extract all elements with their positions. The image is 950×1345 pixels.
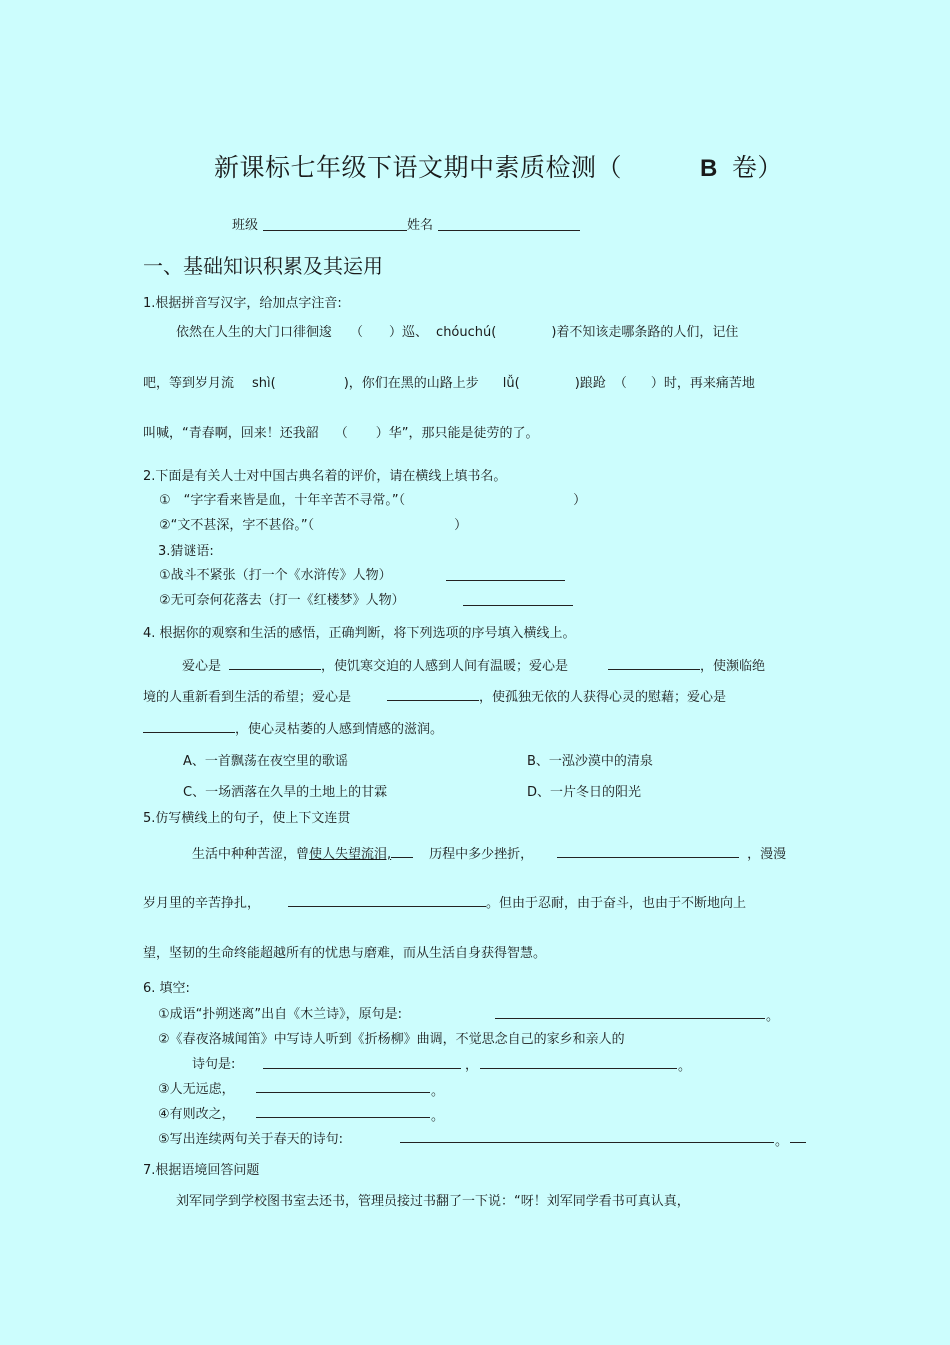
q1-text: 叫喊，“青春啊，回来！还我韶 — [143, 426, 319, 441]
q1-text: ）华”，那只能是徒劳的了。 — [375, 426, 539, 441]
q6-period: 。 — [431, 1109, 445, 1124]
q1-paren: （ — [350, 325, 364, 340]
q6-item3: ③人无远虑， — [158, 1082, 235, 1097]
q1-paren: （ — [613, 376, 627, 391]
q1-line3 — [143, 422, 539, 441]
q4-label: 4. 根据你的观察和生活的感悟，正确判断，将下列选项的序号填入横线上。 — [143, 626, 576, 641]
q6-blank5[interactable] — [400, 1142, 774, 1143]
q3-blank2[interactable] — [463, 605, 573, 606]
class-label: 班级 — [232, 218, 259, 233]
q3-label: 3.猜谜语: — [158, 544, 214, 559]
q6-period: 。 — [766, 1009, 780, 1024]
title-end: 卷） — [731, 153, 783, 182]
q4-text: 境的人重新看到生活的希望；爱心是 — [143, 690, 352, 705]
q1-text: )着不知该走哪条路的人们，记住 — [551, 325, 739, 340]
section-heading: 一、基础知识积累及其运用 — [143, 254, 383, 278]
q1-text: )，你们在黑的山路上步 — [343, 376, 479, 391]
q1-pinyin: lǚ( — [502, 376, 520, 391]
title-version: B — [700, 155, 718, 182]
q6-period: 。 — [678, 1059, 692, 1074]
q6-item2: ②《春夜洛城闻笛》中写诗人听到《折杨柳》曲调，不觉思念自己的家乡和亲人的 — [158, 1032, 625, 1047]
q4-option-c: C、一场洒落在久旱的土地上的甘霖 — [183, 785, 388, 800]
q4-text: ，使孤独无依的人获得心灵的慰藉；爱心是 — [479, 690, 727, 705]
q2-label: 2.下面是有关人士对中国古典名着的评价，请在横线上填书名。 — [143, 469, 507, 484]
q6-item5: ⑤写出连续两句关于春天的诗句: — [158, 1132, 344, 1147]
q2-paren: ） — [454, 518, 468, 533]
q1-line2 — [143, 372, 755, 391]
q6-item2-prompt: 诗句是: — [192, 1057, 236, 1072]
q5-label: 5.仿写横线上的句子，使上下文连贯 — [143, 811, 351, 826]
q1-line1 — [176, 321, 738, 340]
name-field[interactable] — [438, 230, 580, 231]
q4-para-line1 — [182, 655, 765, 674]
q3-blank1[interactable] — [446, 580, 565, 581]
q5-text: 历程中多少挫折， — [429, 847, 534, 862]
name-label: 姓名 — [407, 218, 434, 233]
q4-blank[interactable] — [608, 655, 700, 670]
q6-item4: ④有则改之， — [158, 1107, 235, 1122]
q4-blank[interactable] — [143, 718, 235, 733]
q1-text: 依然在人生的大门口徘徊逡 — [176, 325, 333, 340]
q1-paren: （ — [334, 426, 348, 441]
q1-pinyin: chóuchú( — [436, 325, 497, 340]
q5-para-line3: 望，坚韧的生命终能超越所有的忧患与磨难，而从生活自身获得智慧。 — [143, 946, 547, 961]
q5-underline — [391, 843, 413, 858]
q5-text: 岁月里的辛苦挣扎， — [143, 896, 261, 911]
q1-text: )踉跄 — [574, 376, 606, 391]
q6-label: 6. 填空: — [143, 981, 190, 996]
q6-item1: ①成语“扑朔迷离”出自《木兰诗》，原句是: — [158, 1007, 403, 1022]
q4-text: ，使濒临绝 — [700, 659, 766, 674]
q4-blank[interactable] — [229, 655, 321, 670]
q5-text: ，漫漫 — [747, 847, 787, 862]
q4-para-line3 — [143, 718, 443, 737]
q5-example: 使人失望流泪, — [309, 847, 392, 862]
q5-blank[interactable] — [557, 843, 739, 858]
q4-option-b: B、一泓沙漠中的清泉 — [527, 754, 653, 769]
q6-blank2b[interactable] — [480, 1068, 677, 1069]
q1-text: ）时，再来痛苦地 — [650, 376, 755, 391]
q2-item1 — [159, 489, 586, 508]
q4-text: ，使心灵枯萎的人感到情感的滋润。 — [235, 722, 444, 737]
q4-option-a: A、一首飘荡在夜空里的歌谣 — [183, 754, 348, 769]
q6-blank1[interactable] — [495, 1018, 765, 1019]
q1-text: 吧，等到岁月流 — [143, 376, 235, 391]
q7-para-line1: 刘军同学到学校图书室去还书，管理员接过书翻了一下说：“呀！刘军同学看书可真认真， — [176, 1194, 690, 1209]
page-title — [214, 148, 783, 184]
q1-pinyin: shì( — [252, 376, 276, 391]
q5-para-line2 — [143, 892, 746, 911]
q3-item2: ②无可奈何花落去（打一《红楼梦》人物） — [159, 593, 405, 608]
q2-quote: ②“文不甚深，字不甚俗。”（ — [159, 518, 315, 533]
q5-blank[interactable] — [288, 892, 486, 907]
q6-blank3[interactable] — [256, 1092, 430, 1093]
q2-quote: ① “字字看来皆是血，十年辛苦不寻常。”（ — [159, 493, 406, 508]
q3-item1: ①战斗不紧张（打一个《水浒传》人物） — [159, 568, 392, 583]
q7-label: 7.根据语境回答问题 — [143, 1163, 260, 1178]
q5-para-line1 — [192, 843, 786, 862]
q4-text: ，使饥寒交迫的人感到人间有温暖；爱心是 — [321, 659, 569, 674]
class-field[interactable] — [263, 230, 407, 231]
q6-comma: ， — [465, 1058, 479, 1073]
q4-blank[interactable] — [387, 686, 479, 701]
q1-label: 1.根据拼音写汉字，给加点字注音: — [143, 296, 342, 311]
q6-blank4[interactable] — [256, 1117, 430, 1118]
q4-option-d: D、一片冬日的阳光 — [527, 785, 642, 800]
q2-item2 — [159, 514, 467, 533]
q5-text: 生活中种种苦涩，曾 — [192, 847, 310, 862]
q5-text: 。但由于忍耐，由于奋斗，也由于不断地向上 — [486, 896, 747, 911]
q4-text: 爱心是 — [182, 659, 222, 674]
q6-period: 。 — [775, 1134, 789, 1149]
q6-trailing-line — [790, 1142, 806, 1143]
q6-blank2a[interactable] — [263, 1068, 461, 1069]
q4-para-line2 — [143, 686, 726, 705]
q1-text: ）巡、 — [389, 325, 429, 340]
q6-period: 。 — [431, 1084, 445, 1099]
title-text: 新课标七年级下语文期中素质检测（ — [214, 153, 623, 182]
q2-paren: ） — [573, 493, 587, 508]
